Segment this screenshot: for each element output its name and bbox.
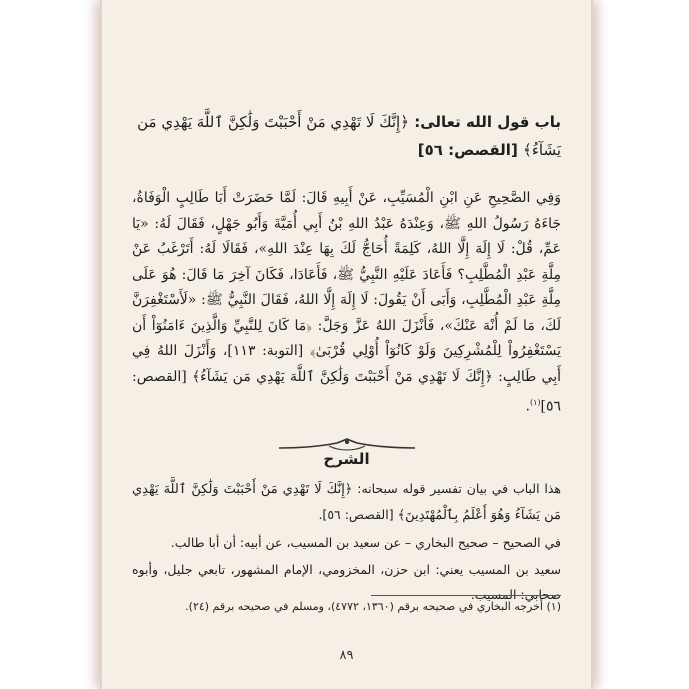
chapter-reference: [القصص: ٥٦] — [417, 141, 518, 159]
explanation — [132, 476, 561, 607]
sharh-heading: الشرح — [323, 450, 370, 469]
hadith-body: وَفِي الصَّحِيحِ عَنِ ابْنِ الْمُسَيِّبِ، عَنْ أَبِيهِ قَالَ: لَمَّا حَضَرَتْ أَبَا طَالِبٍ الْوَفَاةُ، جَاءَهُ رَسُولُ اللهِ ﷺ، وَعِنْدَهُ عَبْدُ اللهِ بْنُ أَبِي أُمَيَّةَ وَأَبُو جَهْلٍ، فَقَالَ لَهُ: «يَا عَمِّ، قُلْ: لَا إِلَهَ إِلَّا اللهُ، كَلِمَةً أُحَاجُّ لَكَ بِهَا عِنْدَ اللهِ»، فَقَالَا لَهُ: أَتَرْغَبُ عَنْ مِلَّةِ عَبْدِ الْمُطَّلِبِ؟ فَأَعَادَ عَلَيْهِ النَّبِيُّ ﷺ، فَأَعَادَا، فَكَانَ آخِرَ مَا قَالَ: هُوَ عَلَى مِلَّةِ عَبْدِ الْمُطَّلِبِ، وَأَبَى أَنْ يَقُولَ: لَا إِلَهَ إِلَّا اللهُ، فَقَالَ النَّبِيُّ ﷺ: «لَأَسْتَغْفِرَنَّ لَكَ، مَا لَمْ أُنْهَ عَنْكَ»، فَأَنْزَلَ اللهُ عَزَّ وَجَلَّ: ﴿مَا كَانَ لِلنَّبِيِّ وَالَّذِينَ ءَامَنُوٓاْ أَن يَسْتَغْفِرُواْ لِلْمُشْرِكِينَ وَلَوْ كَانُوٓاْ أُوْلِي قُرْبَىٰ﴾ [التوبة: ١١٣]، وَأَنْزَلَ اللهُ فِي أَبِي طَالِبٍ: ﴿إِنَّكَ لَا تَهْدِي مَنْ أَحْبَبْتَ وَلَٰكِنَّ ٱللَّهَ يَهْدِي مَن يَشَآءُ﴾ [القصص: ٥٦] — [132, 190, 562, 415]
footnote: (١) أخرجه البخاري في صحيحه برقم (١٣٦٠، ٤٧٧٢)، ومسلم في صحيحه برقم (٢٤). — [185, 600, 561, 613]
book-page — [100, 0, 593, 689]
explanation-paragraph-2: في الصحيح – صحيح البخاري – عن سعيد بن المسيب، عن أبيه: أن أبا طالب. — [170, 535, 561, 551]
chapter-verse: ﴿إِنَّكَ لَا تَهْدِي مَنْ أَحْبَبْتَ وَلَٰكِنَّ ٱللَّهَ يَهْدِي مَن يَشَآءُ﴾ — [137, 113, 561, 159]
explanation-paragraph-3: سعيد بن المسيب يعني: ابن حزن، المخزومي، الإمام المشهور، تابعي جليل، وأبوه صحابي: المسيب. — [132, 562, 561, 603]
hadith-text: وَفِي الصَّحِيحِ عَنِ ابْنِ الْمُسَيِّبِ، عَنْ أَبِيهِ قَالَ: لَمَّا حَضَرَتْ أَبَا طَالِبٍ الْوَفَاةُ، جَاءَهُ رَسُولُ اللهِ ﷺ، وَعِنْدَهُ عَبْدُ اللهِ بْنُ أَبِي أُمَيَّةَ وَأَبُو جَهْلٍ، فَقَالَ لَهُ: «يَا عَمِّ، قُلْ: لَا إِلَهَ إِلَّا اللهُ، كَلِمَةً أُحَاجُّ لَكَ بِهَا عِنْدَ اللهِ»، فَقَالَا لَهُ: أَتَرْغَبُ عَنْ مِلَّةِ عَبْدِ الْمُطَّلِبِ؟ فَأَعَادَ عَلَيْهِ النَّبِيُّ ﷺ، فَأَعَادَا، فَكَانَ آخِرَ مَا قَالَ: هُوَ عَلَى مِلَّةِ عَبْدِ الْمُطَّلِبِ، وَأَبَى أَنْ يَقُولَ: لَا إِلَهَ إِلَّا اللهُ، فَقَالَ النَّبِيُّ ﷺ: «لَأَسْتَغْفِرَنَّ لَكَ، مَا لَمْ أُنْهَ عَنْكَ»، فَأَنْزَلَ اللهُ عَزَّ وَجَلَّ: ﴿مَا كَانَ لِلنَّبِيِّ وَالَّذِينَ ءَامَنُوٓاْ أَن يَسْتَغْفِرُواْ لِلْمُشْرِكِينَ وَلَوْ كَانُوٓاْ أُوْلِي قُرْبَىٰ﴾ [التوبة: ١١٣]، وَأَنْزَلَ اللهُ فِي أَبِي طَالِبٍ: ﴿إِنَّكَ لَا تَهْدِي مَنْ أَحْبَبْتَ وَلَٰكِنَّ ٱللَّهَ يَهْدِي مَن يَشَآءُ﴾ [القصص: ٥٦]$^{(١)}$. — [132, 190, 562, 415]
explanation-paragraph-1: هذا الباب في بيان تفسير قوله سبحانه: ﴿إِنَّكَ لَا تَهْدِي مَنْ أَحْبَبْتَ وَلَٰكِنَّ ٱللَّهَ يَهْدِي مَن يَشَآءُ وَهُوَ أَعْلَمُ بِٱلْمُهْتَدِينَ﴾ [القصص: ٥٦]. — [132, 481, 561, 524]
chapter-title — [132, 108, 561, 164]
footnote-marker: (١) — [529, 398, 541, 407]
explanation-verse: ﴿إِنَّكَ لَا تَهْدِي مَنْ أَحْبَبْتَ وَلَٰكِنَّ ٱللَّهَ يَهْدِي مَن يَشَآءُ وَهُوَ أَعْلَمُ بِٱلْمُهْتَدِينَ﴾ — [132, 482, 561, 524]
explanation-intro: هذا الباب في بيان تفسير قوله سبحانه: — [357, 481, 561, 497]
page-number: ٨٩ — [339, 648, 354, 663]
explanation-verse-reference: [القصص: ٥٦] — [322, 507, 394, 523]
chapter-label: باب قول الله تعالى: — [414, 113, 561, 131]
footnote-divider — [371, 595, 561, 596]
page-content — [132, 108, 561, 609]
